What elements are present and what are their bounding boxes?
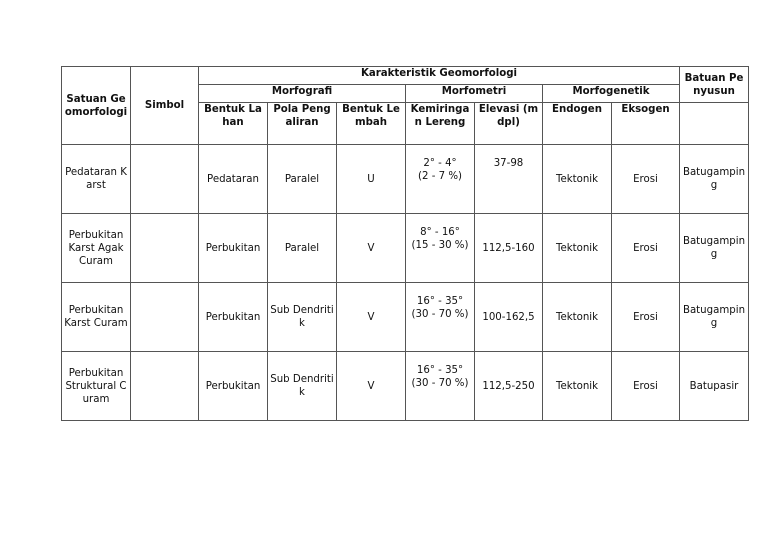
table-row <box>62 145 749 214</box>
cell-elevasi: 112,5-250 <box>475 352 543 421</box>
kemiringan-percent: (30 - 70 %) <box>411 378 469 389</box>
header-pola-pengaliran: Pola Pengaliran <box>268 103 337 145</box>
cell-satuan: Pedataran Karst <box>62 145 131 214</box>
cell-bentuk-lahan: Perbukitan <box>199 214 268 283</box>
kemiringan-percent: (2 - 7 %) <box>418 171 462 182</box>
header-satuan-geomorfologi: Satuan Geomorfologi <box>62 67 131 145</box>
cell-endogen: Tektonik <box>543 145 612 214</box>
cell-bentuk-lembah: V <box>337 352 406 421</box>
cell-bentuk-lembah: V <box>337 283 406 352</box>
kemiringan-degree: 8° - 16° <box>420 227 460 238</box>
header-kemiringan-lereng: Kemiringan Lereng <box>406 103 475 145</box>
cell-satuan: Perbukitan Karst Agak Curam <box>62 214 131 283</box>
cell-pola-pengaliran: Sub Dendritik <box>268 283 337 352</box>
table-row <box>62 214 749 283</box>
header-elevasi: Elevasi (mdpl) <box>475 103 543 145</box>
cell-endogen: Tektonik <box>543 214 612 283</box>
header-simbol: Simbol <box>131 67 199 145</box>
cell-elevasi: 112,5-160 <box>475 214 543 283</box>
cell-eksogen: Erosi <box>612 352 680 421</box>
table-row <box>62 352 749 421</box>
cell-endogen: Tektonik <box>543 283 612 352</box>
cell-simbol <box>131 214 199 283</box>
header-morfometri: Morfometri <box>406 85 543 103</box>
cell-eksogen: Erosi <box>612 145 680 214</box>
cell-elevasi: 100-162,5 <box>475 283 543 352</box>
cell-eksogen: Erosi <box>612 283 680 352</box>
cell-bentuk-lahan: Pedataran <box>199 145 268 214</box>
cell-bentuk-lahan: Perbukitan <box>199 352 268 421</box>
kemiringan-percent: (15 - 30 %) <box>411 240 469 251</box>
geomorphology-table <box>61 66 749 421</box>
cell-elevasi: 37-98 <box>475 145 543 214</box>
cell-bentuk-lembah: V <box>337 214 406 283</box>
header-endogen: Endogen <box>543 103 612 145</box>
kemiringan-degree: 16° - 35° <box>416 296 464 307</box>
header-eksogen: Eksogen <box>612 103 680 145</box>
header-morfogenetik: Morfogenetik <box>543 85 680 103</box>
cell-kemiringan-lereng <box>406 145 475 214</box>
cell-batuan-penyusun: Batugamping <box>680 283 749 352</box>
cell-kemiringan-lereng <box>406 214 475 283</box>
cell-kemiringan-lereng <box>406 283 475 352</box>
cell-bentuk-lahan: Perbukitan <box>199 283 268 352</box>
cell-kemiringan-lereng <box>406 352 475 421</box>
kemiringan-percent: (30 - 70 %) <box>411 309 469 320</box>
cell-pola-pengaliran: Sub Dendritik <box>268 352 337 421</box>
cell-pola-pengaliran: Paralel <box>268 145 337 214</box>
cell-satuan: Perbukitan Karst Curam <box>62 283 131 352</box>
cell-simbol <box>131 145 199 214</box>
cell-batuan-penyusun: Batupasir <box>680 352 749 421</box>
header-bentuk-lembah: Bentuk Lembah <box>337 103 406 145</box>
cell-eksogen: Erosi <box>612 214 680 283</box>
cell-satuan: Perbukitan Struktural Curam <box>62 352 131 421</box>
cell-simbol <box>131 283 199 352</box>
header-morfografi: Morfografi <box>199 85 406 103</box>
header-batuan-penyusun: Batuan Penyusun <box>680 67 749 103</box>
table-row <box>62 283 749 352</box>
header-karakteristik-geomorfologi: Karakteristik Geomorfologi <box>199 67 680 85</box>
header-bentuk-lahan: Bentuk Lahan <box>199 103 268 145</box>
header-empty-cell <box>680 103 749 145</box>
kemiringan-degree: 2° - 4° <box>423 158 457 169</box>
cell-batuan-penyusun: Batugamping <box>680 145 749 214</box>
cell-bentuk-lembah: U <box>337 145 406 214</box>
cell-simbol <box>131 352 199 421</box>
cell-batuan-penyusun: Batugamping <box>680 214 749 283</box>
cell-pola-pengaliran: Paralel <box>268 214 337 283</box>
cell-endogen: Tektonik <box>543 352 612 421</box>
kemiringan-degree: 16° - 35° <box>416 365 464 376</box>
